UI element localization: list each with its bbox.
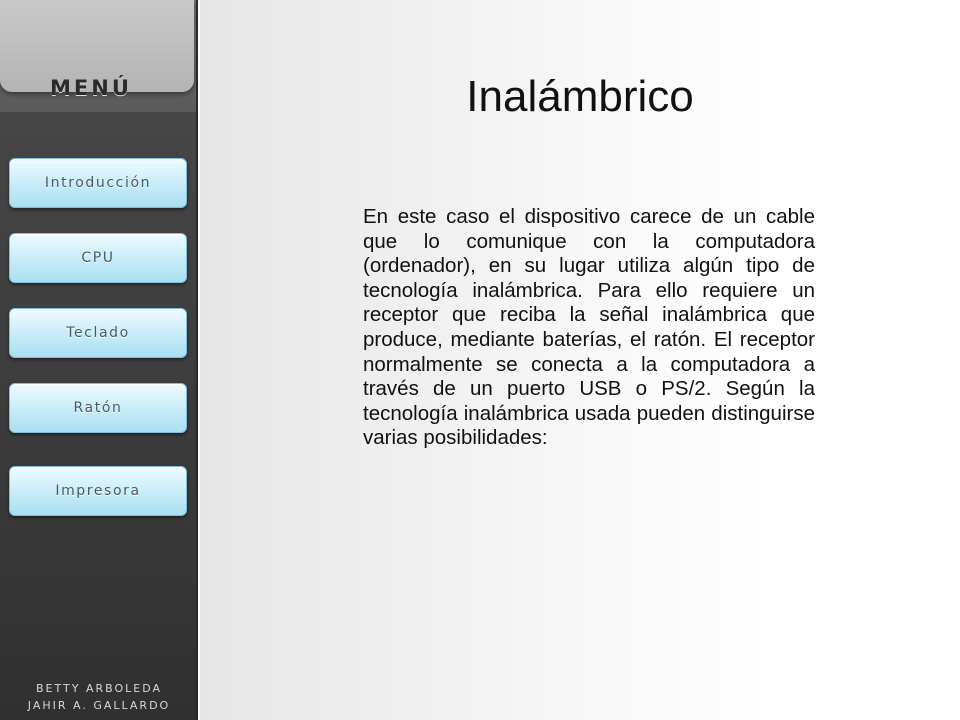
slide-body-text: En este caso el dispositivo carece de un cable que lo comunique con la computadora (ordenador), en su lugar utiliza algún tipo de tecnología inalámbrica. Para ello requiere un receptor que reciba la señal inalámbrica que produce, mediante baterías, el ratón. El receptor normalmente se conecta a la computadora a través de un puerto USB o PS/2. Según la tecnología inalámbrica usada pueden distinguirse varias posibilidades:	[363, 205, 815, 450]
credits	[0, 680, 198, 714]
sidebar	[0, 0, 198, 720]
slide-content	[200, 0, 960, 720]
nav-button-label: Impresora	[55, 483, 141, 499]
menu-title: MENÚ	[50, 76, 132, 100]
nav-button-cpu[interactable]	[9, 233, 187, 283]
nav-button-raton[interactable]	[9, 383, 187, 433]
nav-button-introduccion[interactable]	[9, 158, 187, 208]
credit-line: JAHIR A. GALLARDO	[27, 699, 171, 712]
nav-button-label: CPU	[81, 250, 115, 266]
nav-button-impresora[interactable]	[9, 466, 187, 516]
credit-line: BETTY ARBOLEDA	[35, 682, 163, 695]
slide-title: Inalámbrico	[466, 72, 694, 121]
nav-button-label: Introducción	[44, 175, 152, 191]
nav-button-teclado[interactable]	[9, 308, 187, 358]
nav-button-label: Ratón	[73, 400, 123, 416]
nav-button-label: Teclado	[66, 325, 130, 341]
menu-header	[0, 0, 196, 112]
